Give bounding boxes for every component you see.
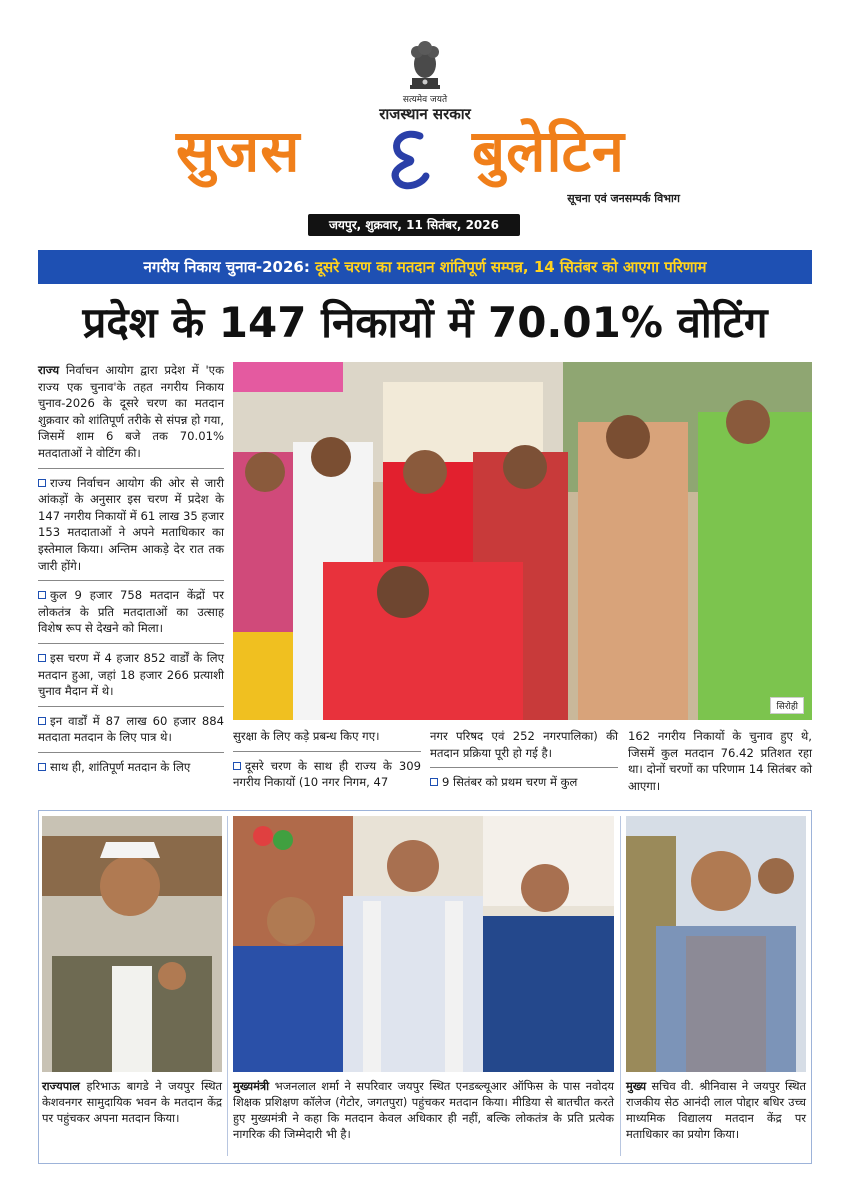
governor-photo — [42, 816, 222, 1072]
chief-minister-photo — [233, 816, 614, 1072]
main-voting-photo — [233, 362, 812, 720]
chief-minister-caption — [233, 1078, 614, 1142]
divider — [38, 706, 224, 707]
lead-text: निर्वाचन आयोग द्वारा प्रदेश में 'एक राज्य एक चुनाव'के तहत नगरीय निकाय चुनाव-2026 के दूसरे चरण का मतदान शुक्रवार को शांतिपूर्ण तरीके से संपन्न हो गया, जिसमें शाम 6 बजे तक 70.01% मतदाताओं ने वोटिंग की। — [38, 363, 224, 460]
para-text: राज्य निर्वाचन आयोग की ओर से जारी आंकड़ों के अनुसार इस चरण में प्रदेश के 147 नगरीय निकायों में 61 लाख 35 हजार 153 मतदाताओं ने अपने मताधिकार का इस्तेमाल किया। अन्तिम आकड़े देर रात तक जारी होंगे। — [38, 475, 224, 573]
government-name: राजस्थान सरकार — [379, 105, 471, 123]
motto: सत्यमेव जयते — [402, 95, 448, 105]
bullet-square-icon — [430, 778, 438, 786]
divider — [38, 643, 224, 644]
article-para-3 — [38, 650, 224, 700]
para-text: 9 सितंबर को प्रथम चरण में कुल — [442, 775, 578, 790]
divider — [38, 752, 224, 753]
caption-text: सचिव वी. श्रीनिवास ने जयपुर स्थित राजकीय सेठ आनंदी लाल पोद्दार बधिर उच्च माध्यमिक विद्यालय मतदान केंद्र पर मताधिकार का प्रयोग किया। — [626, 1079, 806, 1141]
governor-caption — [42, 1078, 222, 1126]
dateline: जयपुर, शुक्रवार, 11 सितंबर, 2026 — [308, 214, 520, 236]
column-divider — [227, 816, 228, 1156]
bullet-square-icon — [38, 591, 46, 599]
caption-bold: मुख्यमंत्री — [233, 1079, 270, 1093]
bullet-square-icon — [233, 762, 241, 770]
para-text: दूसरे चरण के साथ ही राज्य के 309 नगरीय निकायों (10 नगर निगम, 47 — [233, 758, 421, 790]
subheadline-bar — [38, 250, 812, 284]
chief-secretary-caption — [626, 1078, 806, 1142]
masthead-title-left: सुजस — [176, 117, 301, 185]
divider — [430, 767, 618, 768]
article-para-c3a: नगर परिषद एवं 252 नगरपालिका) की मतदान प्रक्रिया पूरी हो गई है। — [430, 729, 618, 760]
main-headline: प्रदेश के 147 निकायों में 70.01% वोटिंग — [82, 298, 768, 347]
department-name: सूचना एवं जनसम्पर्क विभाग — [567, 192, 680, 205]
mast-logo-icon — [380, 126, 440, 190]
article-column-1 — [38, 362, 224, 781]
para-text: साथ ही, शांतिपूर्ण मतदान के लिए — [50, 759, 191, 774]
article-para-c2a: सुरक्षा के लिए कड़े प्रबन्ध किए गए। — [233, 729, 380, 743]
bullet-square-icon — [38, 763, 46, 771]
caption-text: भजनलाल शर्मा ने सपरिवार जयपुर स्थित एनडब्ल्यूआर ऑफिस के पास नवोदय शिक्षक प्रशिक्षण कॉलेज (गेटोर, जगतपुरा) पहुंचकर मतदान किया। मीडिया से बातचीत करते हुए मुख्यमंत्री ने कहा कि मतदान केवल अधिकार ही नहीं, बल्कि लोकतंत्र के प्रति प्रत्येक नागरिक की जिम्मेदारी भी है। — [233, 1079, 614, 1141]
article-para-c2b — [233, 758, 421, 791]
article-para-2 — [38, 587, 224, 637]
article-para-4 — [38, 713, 224, 746]
para-text: कुल 9 हजार 758 मतदान केंद्रों पर लोकतंत्र के प्रति मतदाताओं का उत्साह विशेष रूप से देखने को मिला। — [38, 588, 224, 636]
caption-text: हरिभाऊ बागडे ने जयपुर स्थित केशवनगर सामुदायिक भवन के मतदान केंद्र पर पहुंचकर अपना मतदान किया। — [42, 1079, 222, 1125]
caption-bold: राज्यपाल — [42, 1079, 80, 1093]
column-divider — [620, 816, 621, 1156]
bullet-square-icon — [38, 479, 46, 487]
divider — [38, 468, 224, 469]
caption-bold: मुख्य — [626, 1079, 647, 1093]
photo-location-tag: सिरोही — [770, 697, 804, 714]
article-para-5 — [38, 759, 224, 776]
lead-first-word: राज्य — [38, 363, 60, 377]
subheadline-label: नगरीय निकाय चुनाव-2026: — [143, 258, 310, 276]
bullet-square-icon — [38, 717, 46, 725]
state-emblem-icon — [406, 38, 444, 90]
article-column-2 — [233, 728, 421, 797]
article-para-1 — [38, 475, 224, 575]
article-column-3 — [430, 728, 618, 797]
para-text: इन वार्डों में 87 लाख 60 हजार 884 मतदाता मतदान के लिए पात्र थे। — [38, 713, 224, 745]
article-column-4 — [628, 728, 812, 800]
chief-secretary-photo — [626, 816, 806, 1072]
masthead-title-right: बुलेटिन — [472, 117, 625, 185]
article-para-c3b — [430, 774, 618, 791]
divider — [233, 751, 421, 752]
bullet-square-icon — [38, 654, 46, 662]
para-text: इस चरण में 4 हजार 852 वार्डों के लिए मतदान हुआ, जहां 18 हजार 266 प्रत्याशी चुनाव मैदान में थे। — [38, 650, 224, 699]
subheadline-text: दूसरे चरण का मतदान शांतिपूर्ण सम्पन्न, 14 सितंबर को आएगा परिणाम — [315, 258, 707, 276]
divider — [38, 580, 224, 581]
article-para-c4: 162 नगरीय निकायों के चुनाव हुए थे, जिसमें कुल मतदान 76.42 प्रतिशत रहा था। दोनों चरणों का परिणाम 14 सितंबर को आएगा। — [628, 729, 812, 793]
article-lead — [38, 362, 224, 462]
